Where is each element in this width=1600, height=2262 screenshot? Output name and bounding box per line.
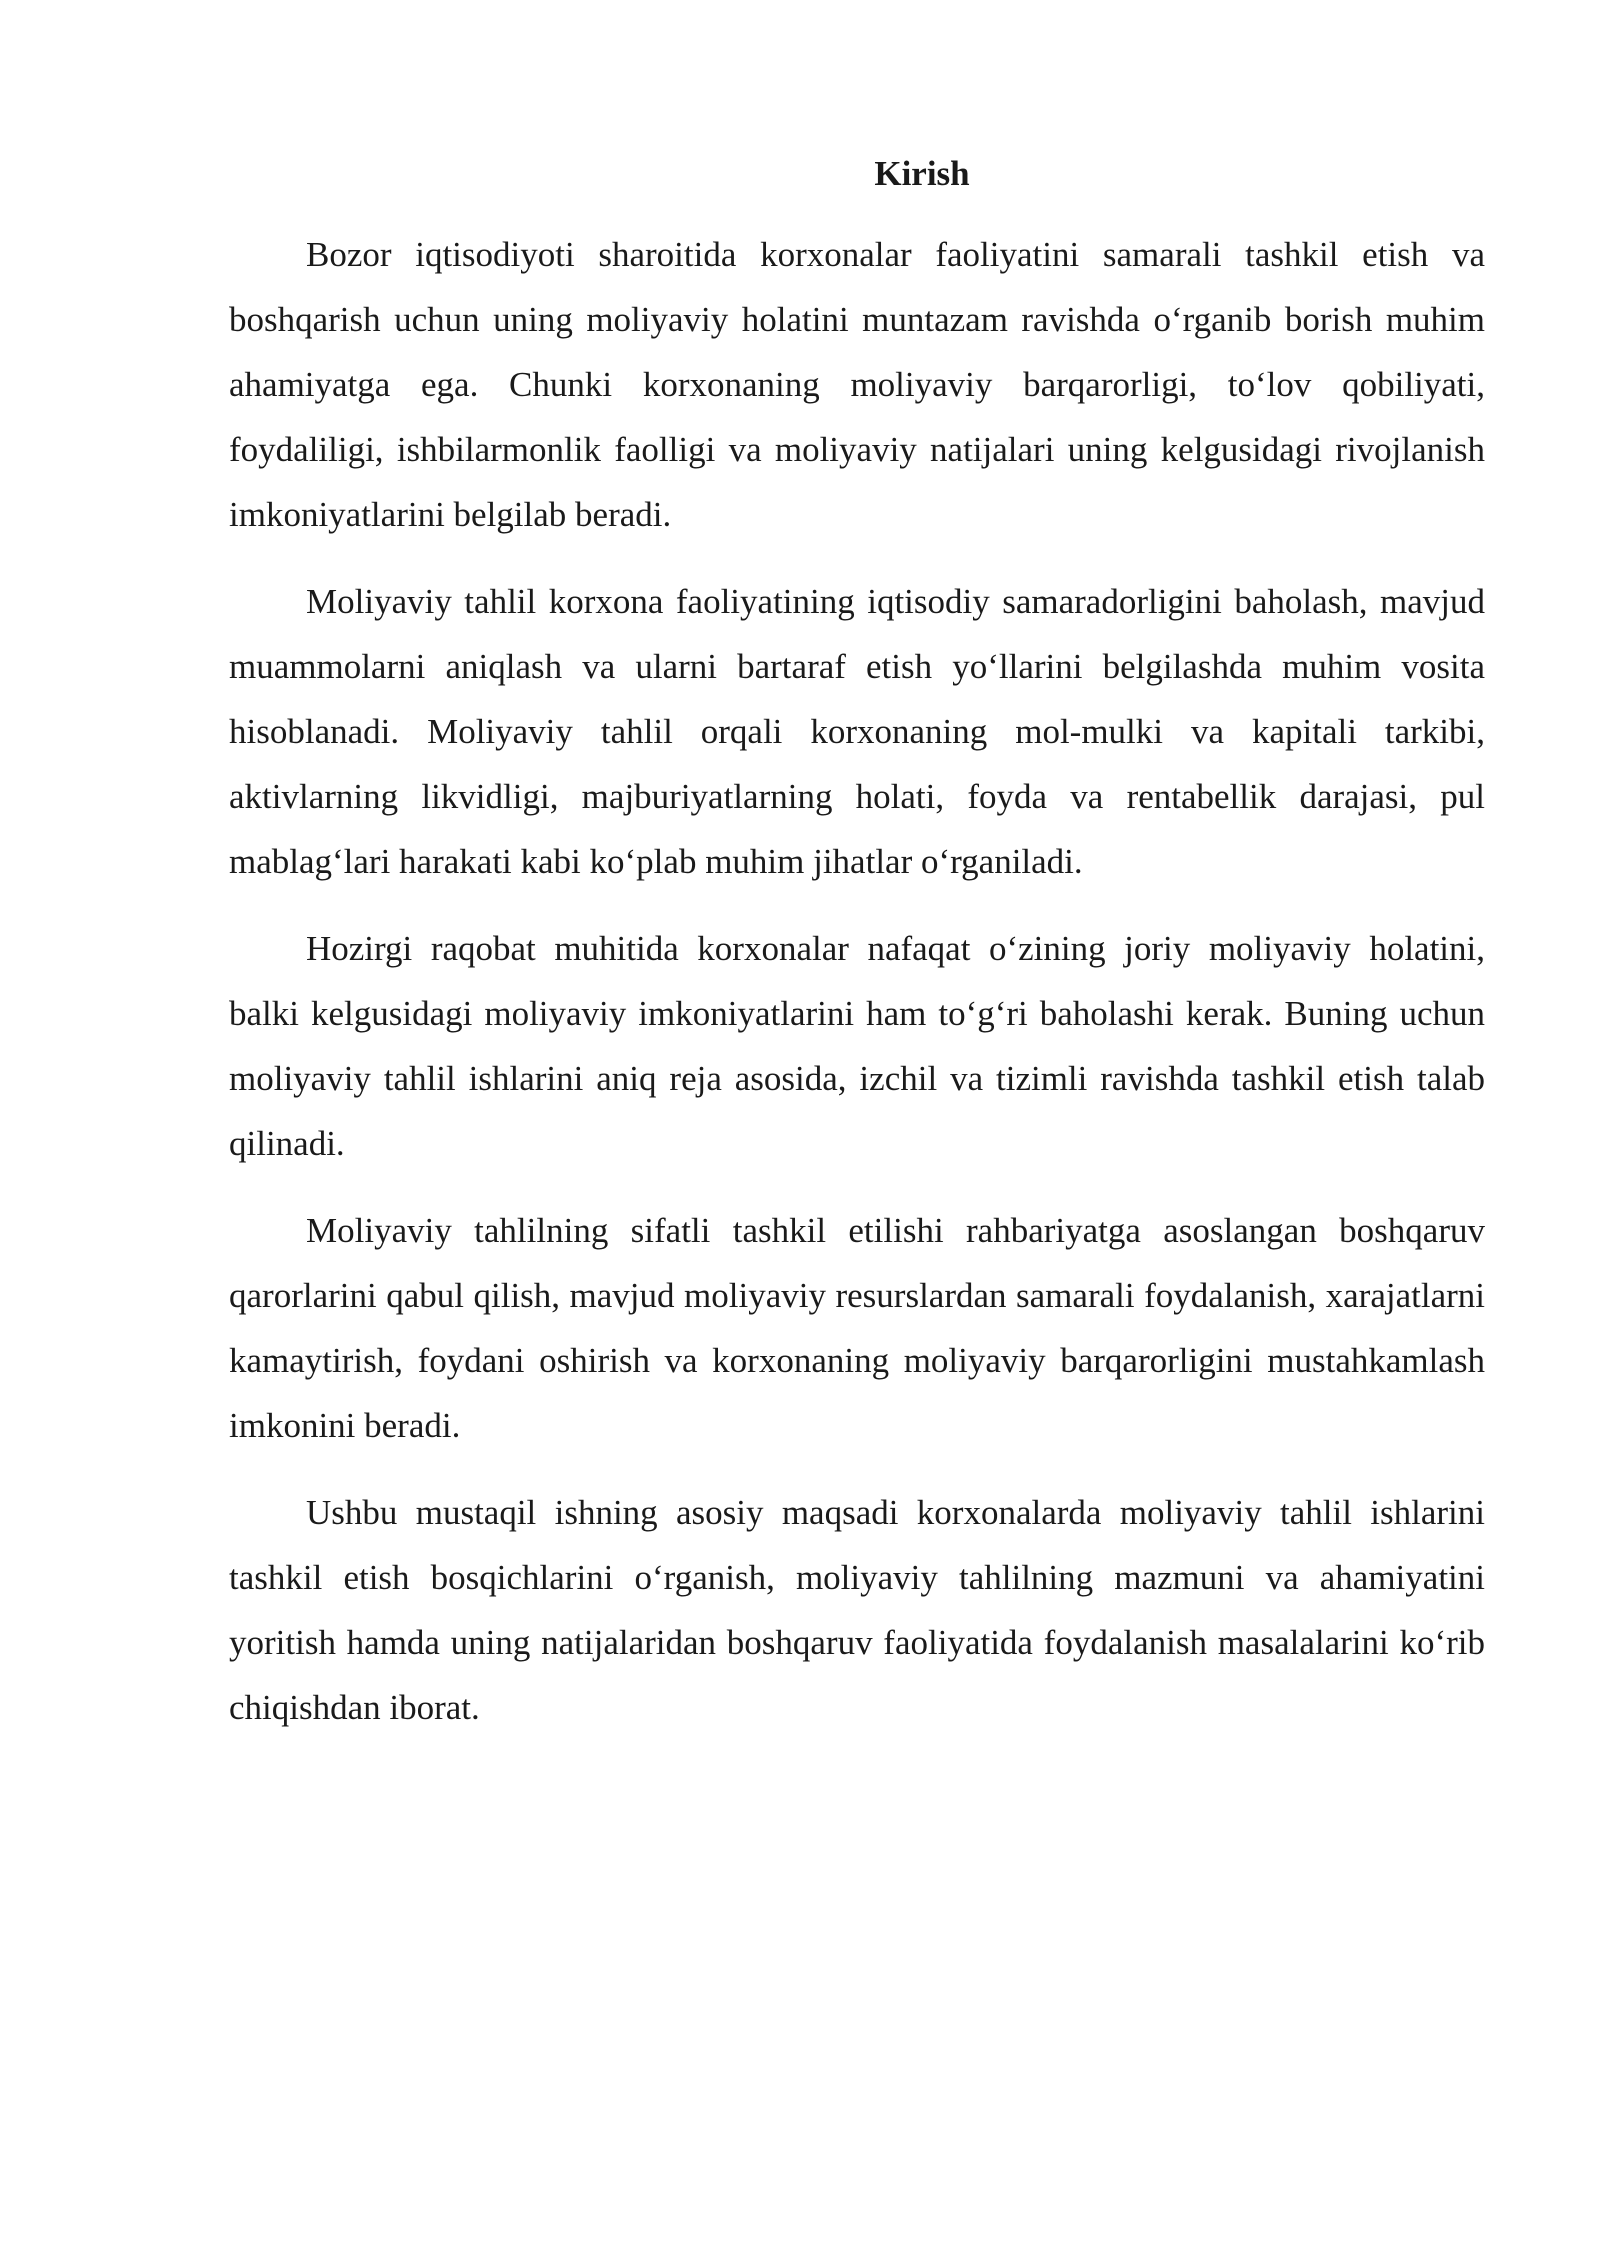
- paragraph-3: Hozirgi raqobat muhitida korxonalar nafaqat o‘zining joriy moliyaviy holatini, balki kelgusidagi moliyaviy imkoniyatlarini ham to‘g‘ri baholashi kerak. Buning uchun moliyaviy tahlil ishlarini aniq reja asosida, izchil va tizimli ravishda tashkil etish talab qilinadi.: [229, 929, 1485, 1163]
- paragraph-2: Moliyaviy tahlil korxona faoliyatining iqtisodiy samaradorligini baholash, mavjud muammolarni aniqlash va ularni bartaraf etish yo‘llarini belgilashda muhim vosita hisoblanadi. Moliyaviy tahlil orqali korxonaning mol-mulki va kapitali tarkibi, aktivlarning likvidligi, majburiyatlarning holati, foyda va rentabellik darajasi, pul mablag‘lari harakati kabi ko‘plab muhim jihatlar o‘rganiladi.: [229, 582, 1485, 881]
- paragraph-1: Bozor iqtisodiyoti sharoitida korxonalar faoliyatini samarali tashkil etish va boshqarish uchun uning moliyaviy holatini muntazam ravishda o‘rganib borish muhim ahamiyatga ega. Chunki korxonaning moliyaviy barqarorligi, to‘lov qobiliyati, foydaliligi, ishbilarmonlik faolligi va moliyaviy natijalari uning kelgusidagi rivojlanish imkoniyatlarini belgilab beradi.: [229, 235, 1485, 534]
- document-body: [229, 150, 1485, 1762]
- paragraph-5: Ushbu mustaqil ishning asosiy maqsadi korxonalarda moliyaviy tahlil ishlarini tashkil etish bosqichlarini o‘rganish, moliyaviy tahlilning mazmuni va ahamiyatini yoritish hamda uning natijalaridan boshqaruv faoliyatida foydalanish masalalarini ko‘rib chiqishdan iborat.: [229, 1493, 1485, 1727]
- page-title: Kirish: [874, 154, 970, 193]
- paragraph-4: Moliyaviy tahlilning sifatli tashkil etilishi rahbariyatga asoslangan boshqaruv qarorlarini qabul qilish, mavjud moliyaviy resurslardan samarali foydalanish, xarajatlarni kamaytirish, foydani oshirish va korxonaning moliyaviy barqarorligini mustahkamlash imkonini beradi.: [229, 1211, 1485, 1445]
